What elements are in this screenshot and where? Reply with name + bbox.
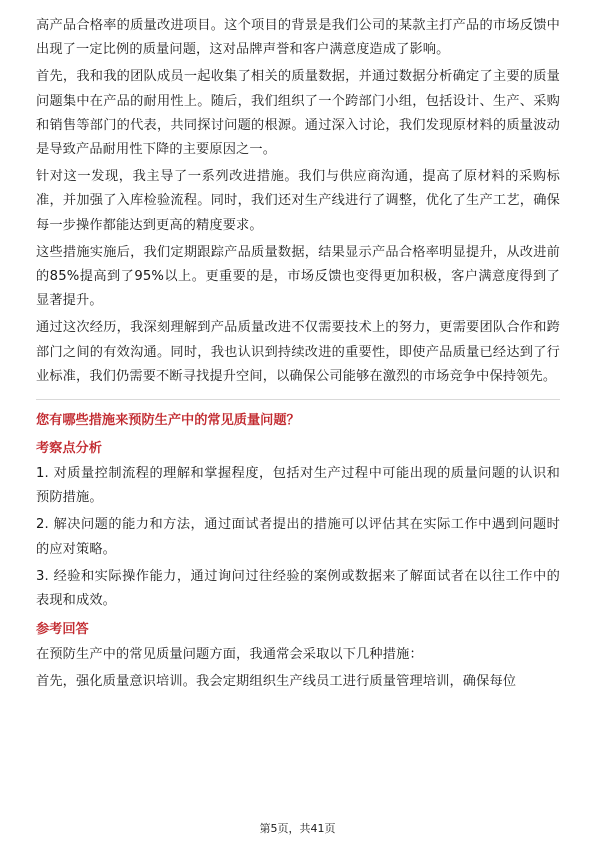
answer-paragraph: 首先，强化质量意识培训。我会定期组织生产线员工进行质量管理培训，确保每位 — [36, 674, 517, 690]
body-paragraph: 高产品合格率的质量改进项目。这个项目的背景是我们公司的某款主打产品的市场反馈中出现了一定比例的质量问题，这对品牌声誉和客户满意度造成了影响。 — [36, 18, 560, 58]
body-paragraph: 通过这次经历，我深刻理解到产品质量改进不仅需要技术上的努力，更需要团队合作和跨部门之间的有效沟通。同时，我也认识到持续改进的重要性，即使产品质量已经达到了行业标准，我们仍需要不断寻找提升空间，以确保公司能够在激烈的市场竞争中保持领先。 — [36, 320, 560, 384]
analysis-heading: 考察点分析 — [36, 441, 102, 457]
body-paragraph: 这些措施实施后，我们定期跟踪产品质量数据，结果显示产品合格率明显提升，从改进前的85%提高到了95%以上。更重要的是，市场反馈也变得更加积极，客户满意度得到了显著提升。 — [36, 244, 560, 309]
body-paragraph: 首先，我和我的团队成员一起收集了相关的质量数据，并通过数据分析确定了主要的质量问题集中在产品的耐用性上。随后，我们组织了一个跨部门小组，包括设计、生产、采购和销售等部门的代表，共同探讨问题的根源。通过深入讨论，我们发现原材料的质量波动是导致产品耐用性下降的主要原因之一。 — [36, 69, 560, 158]
question-title: 您有哪些措施来预防生产中的常见质量问题？ — [36, 413, 300, 429]
section-divider — [36, 399, 560, 400]
body-paragraph: 针对这一发现，我主导了一系列改进措施。我们与供应商沟通，提高了原材料的采购标准，并加强了入库检验流程。同时，我们还对生产线进行了调整，优化了生产工艺，确保每一步操作都能达到更高的精度要求。 — [36, 169, 560, 233]
answer-paragraph: 在预防生产中的常见质量问题方面，我通常会采取以下几种措施： — [36, 647, 423, 663]
analysis-item: 1. 对质量控制流程的理解和掌握程度，包括对生产过程中可能出现的质量问题的认识和预防措施。 — [36, 466, 560, 506]
document-page — [36, 14, 560, 698]
analysis-item: 2. 解决问题的能力和方法，通过面试者提出的措施可以评估其在实际工作中遇到问题时的应对策略。 — [36, 517, 560, 557]
page-footer: 第5页，共41页 — [259, 822, 336, 835]
answer-heading: 参考回答 — [36, 622, 89, 638]
analysis-item: 3. 经验和实际操作能力，通过询问过往经验的案例或数据来了解面试者在以往工作中的表现和成效。 — [36, 568, 560, 609]
